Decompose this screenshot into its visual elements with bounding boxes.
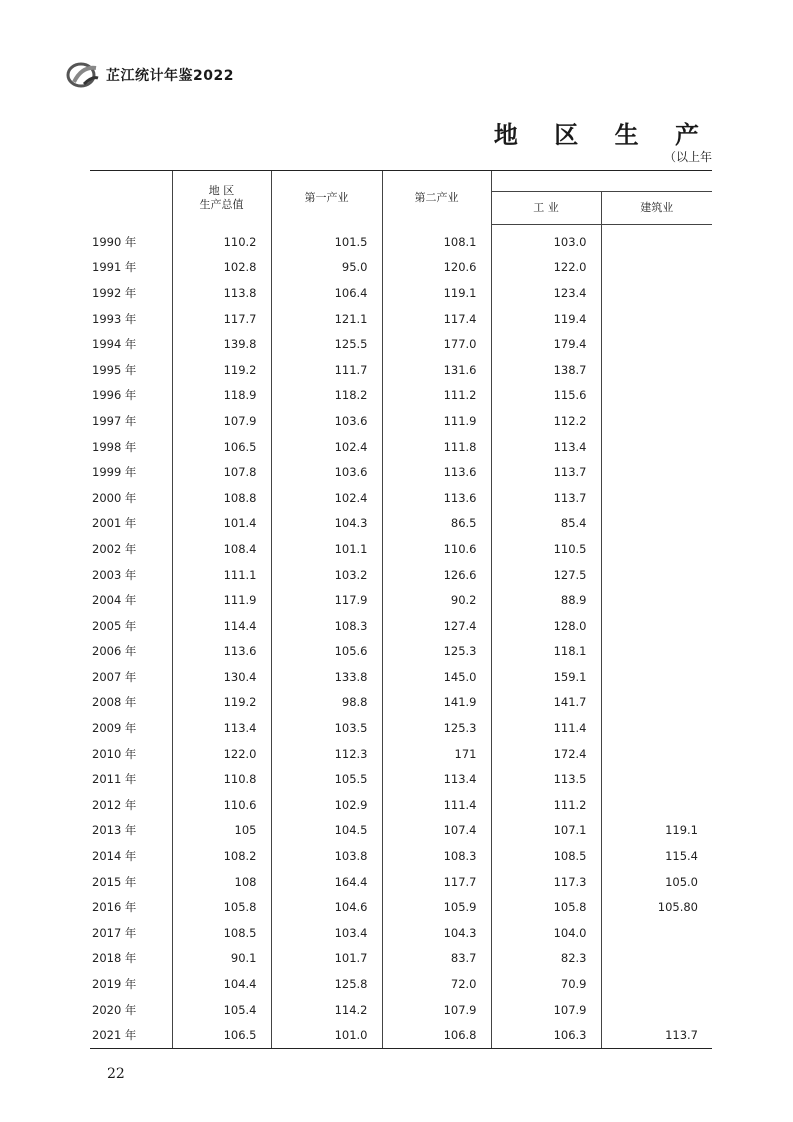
cell-construction: 119.1 bbox=[601, 818, 712, 844]
cell-year: 2007 年 bbox=[92, 669, 137, 684]
cell-gdp: 106.5 bbox=[172, 1022, 271, 1048]
cell-construction bbox=[601, 587, 712, 613]
cell-secondary: 177.0 bbox=[382, 331, 491, 357]
cell-primary: 114.2 bbox=[271, 997, 382, 1023]
cell-year: 1992 年 bbox=[92, 285, 137, 300]
cell-primary: 103.6 bbox=[271, 408, 382, 434]
cell-year: 2016 年 bbox=[92, 900, 137, 915]
header-primary: 第一产业 bbox=[271, 171, 382, 225]
cell-industry: 117.3 bbox=[491, 869, 601, 895]
cell-construction: 113.7 bbox=[601, 1022, 712, 1048]
cell-primary: 104.5 bbox=[271, 818, 382, 844]
cell-construction bbox=[601, 792, 712, 818]
cell-primary: 103.5 bbox=[271, 715, 382, 741]
table-row bbox=[90, 894, 712, 920]
cell-gdp: 113.6 bbox=[172, 639, 271, 665]
page-number: 22 bbox=[107, 1066, 125, 1082]
table-row bbox=[90, 357, 712, 383]
cell-year: 2005 年 bbox=[92, 618, 137, 633]
cell-primary: 103.2 bbox=[271, 562, 382, 588]
header-construction: 建筑业 bbox=[601, 192, 712, 225]
cell-primary: 121.1 bbox=[271, 306, 382, 332]
cell-secondary: 111.4 bbox=[382, 792, 491, 818]
table-row bbox=[90, 511, 712, 537]
cell-year: 2003 年 bbox=[92, 567, 137, 582]
cell-construction bbox=[601, 613, 712, 639]
table-row bbox=[90, 664, 712, 690]
cell-primary: 103.6 bbox=[271, 459, 382, 485]
cell-year: 2021 年 bbox=[90, 1022, 172, 1048]
cell-gdp: 111.9 bbox=[172, 587, 271, 613]
cell-gdp: 104.4 bbox=[172, 971, 271, 997]
cell-primary: 106.4 bbox=[271, 280, 382, 306]
cell-gdp: 117.7 bbox=[172, 306, 271, 332]
cell-industry: 127.5 bbox=[491, 562, 601, 588]
cell-secondary: 131.6 bbox=[382, 357, 491, 383]
cell-construction bbox=[601, 741, 712, 767]
cell-year: 1993 年 bbox=[92, 311, 137, 326]
table-row bbox=[90, 331, 712, 357]
cell-industry: 113.7 bbox=[491, 459, 601, 485]
cell-industry: 111.2 bbox=[491, 792, 601, 818]
table-body bbox=[90, 225, 712, 1049]
cell-construction bbox=[601, 562, 712, 588]
cell-construction bbox=[601, 306, 712, 332]
cell-industry: 118.1 bbox=[491, 639, 601, 665]
cell-industry: 108.5 bbox=[491, 843, 601, 869]
cell-construction bbox=[601, 664, 712, 690]
cell-gdp: 105.4 bbox=[172, 997, 271, 1023]
table-row bbox=[90, 408, 712, 434]
cell-gdp: 105.8 bbox=[172, 894, 271, 920]
header-secondary: 第二产业 bbox=[382, 171, 491, 225]
cell-year: 1998 年 bbox=[92, 439, 137, 454]
cell-gdp: 110.8 bbox=[172, 766, 271, 792]
cell-primary: 101.0 bbox=[271, 1022, 382, 1048]
cell-secondary: 111.2 bbox=[382, 383, 491, 409]
cell-primary: 118.2 bbox=[271, 383, 382, 409]
cell-construction bbox=[601, 357, 712, 383]
cell-construction bbox=[601, 225, 712, 255]
cell-gdp: 113.4 bbox=[172, 715, 271, 741]
cell-construction bbox=[601, 511, 712, 537]
cell-year: 2010 年 bbox=[92, 746, 137, 761]
cell-industry: 110.5 bbox=[491, 536, 601, 562]
cell-primary: 103.8 bbox=[271, 843, 382, 869]
cell-primary: 117.9 bbox=[271, 587, 382, 613]
cell-construction bbox=[601, 434, 712, 460]
cell-year: 1997 年 bbox=[92, 413, 137, 428]
cell-construction bbox=[601, 255, 712, 281]
cell-secondary: 104.3 bbox=[382, 920, 491, 946]
cell-industry: 88.9 bbox=[491, 587, 601, 613]
cell-industry: 107.1 bbox=[491, 818, 601, 844]
cell-construction bbox=[601, 715, 712, 741]
cell-industry: 70.9 bbox=[491, 971, 601, 997]
cell-secondary: 145.0 bbox=[382, 664, 491, 690]
cell-primary: 105.5 bbox=[271, 766, 382, 792]
unit-note: （以上年 bbox=[663, 150, 712, 164]
yearbook-logo-icon bbox=[66, 62, 100, 88]
cell-gdp: 110.2 bbox=[172, 225, 271, 255]
cell-gdp: 90.1 bbox=[172, 946, 271, 972]
cell-secondary: 113.6 bbox=[382, 485, 491, 511]
page-header bbox=[66, 62, 234, 88]
cell-gdp: 107.8 bbox=[172, 459, 271, 485]
cell-year: 2006 年 bbox=[92, 644, 137, 659]
cell-gdp: 139.8 bbox=[172, 331, 271, 357]
table-row bbox=[90, 562, 712, 588]
cell-gdp: 105 bbox=[172, 818, 271, 844]
yearbook-title: 芷江统计年鉴2022 bbox=[106, 68, 234, 84]
table-row bbox=[90, 997, 712, 1023]
cell-construction bbox=[601, 485, 712, 511]
cell-secondary: 120.6 bbox=[382, 255, 491, 281]
cell-secondary: 110.6 bbox=[382, 536, 491, 562]
cell-industry: 107.9 bbox=[491, 997, 601, 1023]
cell-primary: 133.8 bbox=[271, 664, 382, 690]
cell-gdp: 113.8 bbox=[172, 280, 271, 306]
cell-year: 2017 年 bbox=[92, 925, 137, 940]
cell-primary: 108.3 bbox=[271, 613, 382, 639]
cell-primary: 98.8 bbox=[271, 690, 382, 716]
cell-primary: 101.7 bbox=[271, 946, 382, 972]
cell-gdp: 111.1 bbox=[172, 562, 271, 588]
cell-year: 2008 年 bbox=[92, 695, 137, 710]
cell-year: 2011 年 bbox=[92, 772, 137, 787]
cell-gdp: 110.6 bbox=[172, 792, 271, 818]
cell-industry: 113.5 bbox=[491, 766, 601, 792]
cell-construction: 115.4 bbox=[601, 843, 712, 869]
cell-industry: 141.7 bbox=[491, 690, 601, 716]
cell-year: 1991 年 bbox=[92, 260, 137, 275]
table-row bbox=[90, 792, 712, 818]
cell-year: 2020 年 bbox=[92, 1002, 137, 1017]
table-row bbox=[90, 741, 712, 767]
cell-secondary: 126.6 bbox=[382, 562, 491, 588]
cell-year: 2002 年 bbox=[92, 541, 137, 556]
table-row bbox=[90, 946, 712, 972]
cell-industry: 106.3 bbox=[491, 1022, 601, 1048]
cell-secondary: 106.8 bbox=[382, 1022, 491, 1048]
cell-gdp: 101.4 bbox=[172, 511, 271, 537]
cell-secondary: 105.9 bbox=[382, 894, 491, 920]
cell-construction bbox=[601, 690, 712, 716]
cell-primary: 103.4 bbox=[271, 920, 382, 946]
cell-secondary: 72.0 bbox=[382, 971, 491, 997]
table-row bbox=[90, 485, 712, 511]
cell-construction bbox=[601, 536, 712, 562]
cell-secondary: 127.4 bbox=[382, 613, 491, 639]
cell-construction bbox=[601, 946, 712, 972]
cell-secondary: 125.3 bbox=[382, 639, 491, 665]
cell-primary: 125.8 bbox=[271, 971, 382, 997]
header-industry: 工 业 bbox=[491, 192, 601, 225]
cell-industry: 119.4 bbox=[491, 306, 601, 332]
table-row bbox=[90, 587, 712, 613]
table-row bbox=[90, 613, 712, 639]
cell-gdp: 108.2 bbox=[172, 843, 271, 869]
table-row bbox=[90, 306, 712, 332]
cell-industry: 172.4 bbox=[491, 741, 601, 767]
cell-year: 2014 年 bbox=[92, 849, 137, 864]
cell-primary: 95.0 bbox=[271, 255, 382, 281]
cell-industry: 115.6 bbox=[491, 383, 601, 409]
cell-gdp: 102.8 bbox=[172, 255, 271, 281]
cell-year: 2004 年 bbox=[92, 593, 137, 608]
cell-industry: 128.0 bbox=[491, 613, 601, 639]
cell-industry: 111.4 bbox=[491, 715, 601, 741]
table-row bbox=[90, 383, 712, 409]
cell-construction bbox=[601, 331, 712, 357]
cell-industry: 103.0 bbox=[491, 225, 601, 255]
cell-gdp: 108.5 bbox=[172, 920, 271, 946]
table-row bbox=[90, 715, 712, 741]
cell-year: 1994 年 bbox=[92, 337, 137, 352]
cell-secondary: 125.3 bbox=[382, 715, 491, 741]
table-row bbox=[90, 843, 712, 869]
cell-secondary: 171 bbox=[382, 741, 491, 767]
cell-year: 2015 年 bbox=[92, 874, 137, 889]
cell-primary: 105.6 bbox=[271, 639, 382, 665]
cell-industry: 122.0 bbox=[491, 255, 601, 281]
table-row bbox=[90, 869, 712, 895]
cell-industry: 179.4 bbox=[491, 331, 601, 357]
cell-secondary: 111.9 bbox=[382, 408, 491, 434]
cell-construction bbox=[601, 639, 712, 665]
cell-secondary: 86.5 bbox=[382, 511, 491, 537]
cell-secondary: 113.4 bbox=[382, 766, 491, 792]
cell-construction bbox=[601, 971, 712, 997]
cell-primary: 102.9 bbox=[271, 792, 382, 818]
cell-secondary: 141.9 bbox=[382, 690, 491, 716]
cell-secondary: 117.7 bbox=[382, 869, 491, 895]
cell-secondary: 108.1 bbox=[382, 225, 491, 255]
cell-secondary: 119.1 bbox=[382, 280, 491, 306]
cell-gdp: 122.0 bbox=[172, 741, 271, 767]
cell-primary: 102.4 bbox=[271, 485, 382, 511]
cell-gdp: 119.2 bbox=[172, 357, 271, 383]
table-row bbox=[90, 690, 712, 716]
cell-year: 1995 年 bbox=[92, 362, 137, 377]
cell-secondary: 113.6 bbox=[382, 459, 491, 485]
table-row bbox=[90, 536, 712, 562]
table-row bbox=[90, 434, 712, 460]
cell-secondary: 107.9 bbox=[382, 997, 491, 1023]
cell-gdp: 107.9 bbox=[172, 408, 271, 434]
cell-gdp: 108.4 bbox=[172, 536, 271, 562]
cell-year: 2012 年 bbox=[92, 797, 137, 812]
cell-construction bbox=[601, 459, 712, 485]
table-row bbox=[90, 225, 712, 255]
cell-year: 1999 年 bbox=[92, 465, 137, 480]
cell-industry: 159.1 bbox=[491, 664, 601, 690]
cell-gdp: 106.5 bbox=[172, 434, 271, 460]
cell-primary: 102.4 bbox=[271, 434, 382, 460]
table-row bbox=[90, 818, 712, 844]
cell-construction: 105.0 bbox=[601, 869, 712, 895]
table-row bbox=[90, 459, 712, 485]
gdp-index-table bbox=[90, 170, 712, 1049]
cell-gdp: 118.9 bbox=[172, 383, 271, 409]
cell-construction: 105.80 bbox=[601, 894, 712, 920]
cell-primary: 112.3 bbox=[271, 741, 382, 767]
cell-gdp: 114.4 bbox=[172, 613, 271, 639]
page-title: 地 区 生 产 bbox=[493, 120, 713, 149]
cell-industry: 113.4 bbox=[491, 434, 601, 460]
cell-industry: 113.7 bbox=[491, 485, 601, 511]
cell-year: 2009 年 bbox=[92, 721, 137, 736]
cell-year: 2000 年 bbox=[92, 490, 137, 505]
table-row bbox=[90, 1022, 712, 1048]
cell-construction bbox=[601, 997, 712, 1023]
cell-primary: 104.3 bbox=[271, 511, 382, 537]
cell-year: 2013 年 bbox=[92, 823, 137, 838]
cell-construction bbox=[601, 408, 712, 434]
table-row bbox=[90, 971, 712, 997]
cell-year: 2018 年 bbox=[92, 951, 137, 966]
cell-primary: 101.5 bbox=[271, 225, 382, 255]
cell-industry: 105.8 bbox=[491, 894, 601, 920]
cell-construction bbox=[601, 920, 712, 946]
cell-construction bbox=[601, 383, 712, 409]
cell-primary: 125.5 bbox=[271, 331, 382, 357]
cell-construction bbox=[601, 766, 712, 792]
cell-secondary: 117.4 bbox=[382, 306, 491, 332]
header-secondary-breakdown bbox=[491, 171, 712, 192]
cell-industry: 123.4 bbox=[491, 280, 601, 306]
table-row bbox=[90, 766, 712, 792]
table-row bbox=[90, 280, 712, 306]
cell-secondary: 108.3 bbox=[382, 843, 491, 869]
cell-primary: 101.1 bbox=[271, 536, 382, 562]
header-year bbox=[90, 171, 172, 225]
table-row bbox=[90, 639, 712, 665]
cell-gdp: 130.4 bbox=[172, 664, 271, 690]
cell-gdp: 108 bbox=[172, 869, 271, 895]
table-row bbox=[90, 255, 712, 281]
cell-secondary: 83.7 bbox=[382, 946, 491, 972]
cell-industry: 82.3 bbox=[491, 946, 601, 972]
cell-industry: 104.0 bbox=[491, 920, 601, 946]
cell-secondary: 90.2 bbox=[382, 587, 491, 613]
cell-industry: 112.2 bbox=[491, 408, 601, 434]
cell-primary: 111.7 bbox=[271, 357, 382, 383]
cell-industry: 85.4 bbox=[491, 511, 601, 537]
cell-gdp: 119.2 bbox=[172, 690, 271, 716]
table-row bbox=[90, 920, 712, 946]
cell-gdp: 108.8 bbox=[172, 485, 271, 511]
cell-secondary: 107.4 bbox=[382, 818, 491, 844]
statistics-table-container bbox=[90, 170, 712, 1049]
cell-year: 1990 年 bbox=[92, 234, 137, 249]
cell-primary: 164.4 bbox=[271, 869, 382, 895]
cell-primary: 104.6 bbox=[271, 894, 382, 920]
cell-year: 1996 年 bbox=[92, 388, 137, 403]
cell-year: 2001 年 bbox=[92, 516, 137, 531]
cell-secondary: 111.8 bbox=[382, 434, 491, 460]
cell-year: 2019 年 bbox=[92, 977, 137, 992]
header-gdp: 地 区 生产总值 bbox=[172, 171, 271, 225]
cell-industry: 138.7 bbox=[491, 357, 601, 383]
cell-construction bbox=[601, 280, 712, 306]
